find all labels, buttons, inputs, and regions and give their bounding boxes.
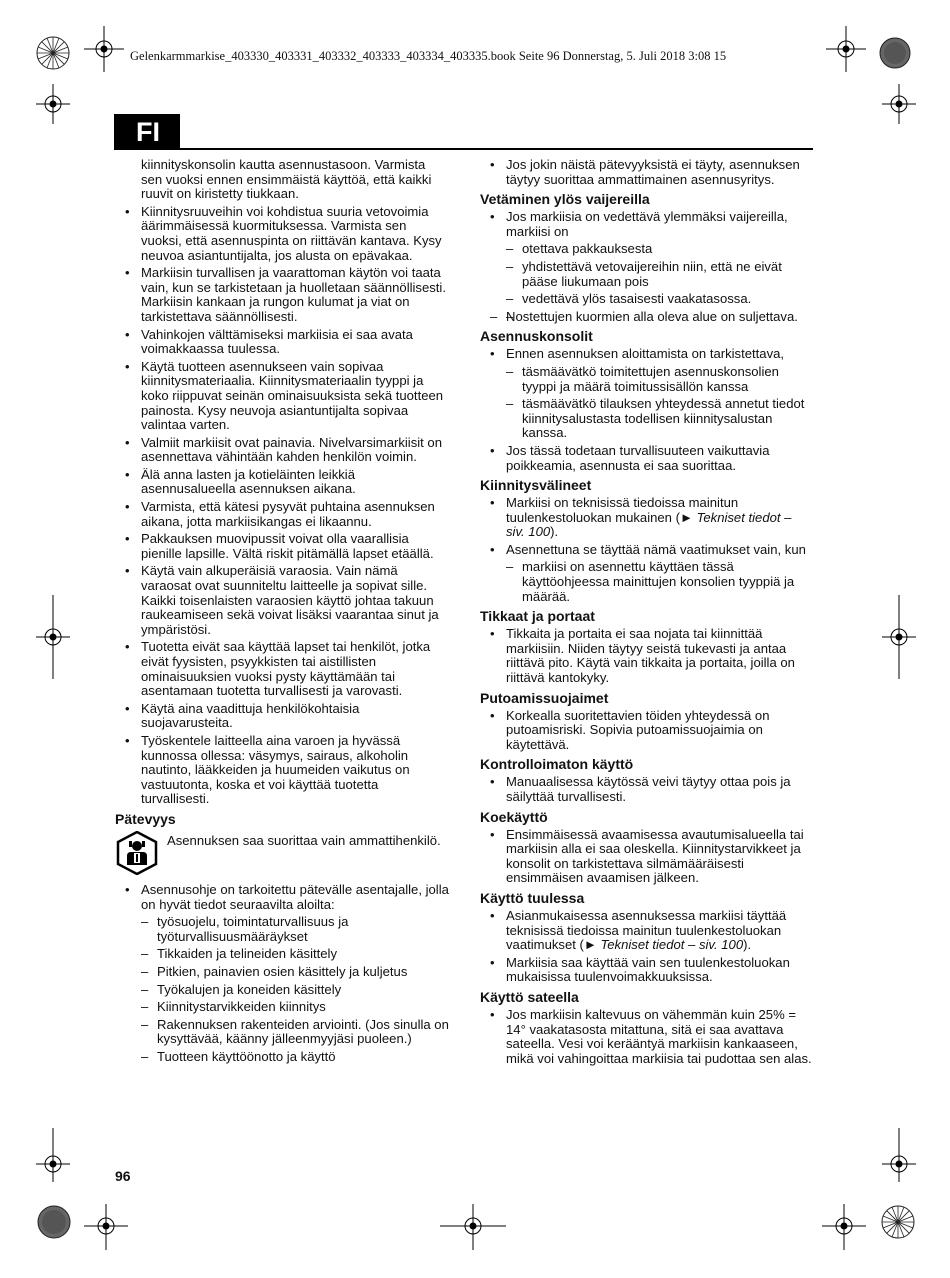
crop-mark-right-middle [882,595,916,679]
section-heading-sateella: Käyttö sateella [480,988,579,1005]
section-heading-kiinnitysvalineet: Kiinnitysvälineet [480,477,592,494]
section-heading-tikkaat: Tikkaat ja portaat [480,608,595,625]
crop-mark-top-right [826,26,866,72]
crop-mark-bottom-center [440,1204,506,1250]
section-heading-kontrolloimaton: Kontrolloimaton käyttö [480,756,634,773]
intro-continuation: kiinnityskonsolin kautta asennustasoon. Varmista sen vuoksi ennen ensimmäistä käyttöä, että kaikki ruuvit on kiristetty tiukkaan. [141,157,432,202]
list-item: • Jos markiisia on vedettävä ylemmäksi vaijereilla, markiisi on [480,210,813,239]
cross-reference-link: ► Tekniset tiedot – siv. 100 [506,509,792,540]
list-item: • Manuaalisessa käytössä veivi täytyy ottaa pois ja säilyttää turvallisesti. [480,775,813,804]
list-item: • Käytä aina vaadittuja henkilökohtaisia suojavarusteita. [115,702,450,731]
list-item: • Älä anna lasten ja kotieläinten leikkiä asennusalueella asennuksen aikana. [115,468,450,497]
list-subitem: – markiisi on asennettu käyttäen tässä käyttöohjeessa mainittujen konsolien tyyppiä ja määrää. [480,560,813,604]
list-item: • Ensimmäisessä avaamisessa avautumisalueella tai markiisin alla ei saa oleskella. Kiinnitystarvikkeet ja konsolit on tarkistettava silmämääräisesti ensimmäisen avaamisen jälkeen. [480,828,813,886]
list-item: • Asennettuna se täyttää nämä vaatimukset vain, kun [480,543,813,558]
list-item: • Markiisia saa käyttää vain sen tuulenkestoluokan mukaisissa tuulenvoimakkuuksissa. [480,956,813,985]
list-item: • Markiisi on teknisissä tiedoissa mainitun tuulenkestoluokan mukainen (► Tekniset tiedot – siv. 100). [480,496,813,540]
list-subitem: – Pitkien, painavien osien käsittely ja kuljetus [115,965,450,980]
crop-mark-right-upper [882,84,916,124]
list-item: • Jos markiisin kaltevuus on vähemmän kuin 25% = 14° vaakatasosta mitattuna, sitä ei saa avattava sateella. Vesi voi kerääntyä markiisin kankaaseen, mikä voi vahingoittaa markiisia tai pudottaa sen alas. [480,1008,813,1066]
list-item: • Jos jokin näistä pätevyyksistä ei täyty, asennuksen täytyy suorittaa ammattimainen asennusyritys. [480,158,813,187]
list-item: • Kiinnitysruuveihin voi kohdistua suuria vetovoimia äärimmäisessä kuormituksessa. Varmista sen vuoksi, että asennuspinta on riittävän kantava. Kysy neuvoa asiantuntijalta, jos alusta on epävakaa. [115,205,450,263]
crop-mark-bottom-right [822,1204,866,1250]
qualification-text: Asennuksen saa suorittaa vain ammattihenkilö. [167,832,441,848]
gray-dot-top-right [878,36,912,70]
registration-mark-bottom-right [876,1200,920,1244]
header-rule [114,148,813,150]
crop-mark-left-upper [36,84,70,124]
list-item: • Korkealla suoritettavien töiden yhteydessä on putoamisriski. Sopivia putoamissuojaimia on käytettävä. [480,709,813,753]
right-column [480,158,813,1069]
list-item: • Työskentele laitteella aina varoen ja hyvässä kunnossa ollessa: väsymys, sairaus, alkoholin nautinto, lääkkeiden ja huumeiden vaikutus on vastuutonta, koska et voi käyttää tuotetta turvallisesti. [115,734,450,807]
list-subitem: – täsmäävätkö tilauksen yhteydessä annetut tiedot kiinnitysalustasta todellisen kiinnitysalustan kanssa. [480,397,813,441]
list-item: • Asennusohje on tarkoitettu pätevälle asentajalle, jolla on hyvät tiedot seuraavilta aloilta: [115,883,450,912]
list-subitem: – Tikkaiden ja telineiden käsittely [115,947,450,962]
left-column [115,158,450,1067]
section-heading-vetaminen: Vetäminen ylös vaijereilla [480,191,650,208]
list-subitem: – yhdistettävä vetovaijereihin niin, että ne eivät pääse liukumaan pois [480,260,813,289]
list-subitem: – Tuotteen käyttöönotto ja käyttö [115,1050,450,1065]
list-item: • Käytä vain alkuperäisiä varaosia. Vain nämä varaosat ovat suunniteltu laitteelle ja sopivat sille. Kaikki toisenlaisten varaosien käyttö johtaa takuun raukeamiseen sekä voivat lisäksi vaarantaa sinut ja ympäristösi. [115,564,450,637]
list-subitem: – työsuojelu, toimintaturvallisuus ja työturvallisuusmääräykset [115,915,450,944]
list-subitem: – Kiinnitystarvikkeiden kiinnitys [115,1000,450,1015]
qualification-note [115,831,450,875]
list-subitem: – – Nostettujen kuormien alla oleva alue on suljettava. [480,310,813,325]
crop-mark-left-middle [36,595,70,679]
list-item: • Tikkaita ja portaita ei saa nojata tai kiinnittää markiisiin. Niiden täytyy seistä tukevasti ja antaa riittävä pito. Käytä vain tikkaita ja portaita, joilla on riittävä kantokyky. [480,627,813,685]
list-item: • Markiisin turvallisen ja vaarattoman käytön voi taata vain, kun se tarkistetaan ja huolletaan säännöllisesti. Markiisin kankaan ja rungon kulumat ja viat on tarkistettava säännöllisesti. [115,266,450,324]
list-subitem: – vedettävä ylös tasaisesti vaakatasossa. [480,292,813,307]
list-item: • Tuotetta eivät saa käyttää lapset tai henkilöt, jotka eivät fyysisten, psyykkisten tai aistillisten ominaisuuksien vuoksi pysty käyttämään tai asentamaan tuotetta turvallisesti ja varovasti. [115,640,450,698]
cross-reference-link: ► Tekniset tiedot – siv. 100 [583,937,744,953]
section-heading-asennuskonsolit: Asennuskonsolit [480,328,593,345]
list-subitem: – otettava pakkauksesta [480,242,813,257]
technician-icon [115,831,159,875]
section-heading-koekaytto: Koekäyttö [480,808,548,825]
section-heading-tuulessa: Käyttö tuulessa [480,889,585,906]
list-item: • Varmista, että kätesi pysyvät puhtaina asennuksen aikana, jotta markiisikangas ei likaannu. [115,500,450,529]
list-item: • Ennen asennuksen aloittamista on tarkistettava, [480,347,813,362]
registration-mark-top-left [30,30,76,76]
list-item: • Käytä tuotteen asennukseen vain sopivaa kiinnitysmateriaalia. Kiinnitysmateriaalin tyyppi ja koko riippuvat seinän ominaisuuksista sekä tuotteen painosta. Kysy neuvoja asiantuntijalta sopivaa valintaa varten. [115,360,450,433]
list-item: • Pakkauksen muovipussit voivat olla vaarallisia pienille lapsille. Vältä riskit pitämällä lapset etäällä. [115,532,450,561]
language-tab: FI [114,114,180,150]
crop-mark-left-lower [36,1128,70,1182]
page-number: 96 [115,1168,131,1184]
list-item: • Valmiit markiisit ovat painavia. Nivelvarsimarkiisit on asennettava vähintään kahden henkilön voimin. [115,436,450,465]
gray-dot-bottom-left [36,1204,72,1240]
list-subitem: – täsmäävätkö toimitettujen asennuskonsolien tyyppi ja määrä toimitussisällön kanssa [480,365,813,394]
crop-mark-right-lower [882,1128,916,1182]
list-item: • Asianmukaisessa asennuksessa markiisi täyttää teknisissä tiedoissa mainitun tuulenkestoluokan vaatimukset (► Tekniset tiedot – siv. 100). [480,909,813,953]
crop-mark-top-left [84,26,124,72]
crop-mark-bottom-left [84,1204,128,1250]
section-heading-putoamissuojaimet: Putoamissuojaimet [480,689,609,706]
list-subitem: – Rakennuksen rakenteiden arviointi. (Jos sinulla on kysyttävää, käänny jälleenmyyjäsi puoleen.) [115,1018,450,1047]
list-item: • Vahinkojen välttämiseksi markiisia ei saa avata voimakkaassa tuulessa. [115,328,450,357]
list-subitem: – Työkalujen ja koneiden käsittely [115,983,450,998]
section-heading-patevyys: Pätevyys [115,810,176,827]
print-slug-line: Gelenkarmmarkise_403330_403331_403332_403333_403334_403335.book Seite 96 Donnerstag, 5. Juli 2018 3:08 15 [130,49,727,63]
list-item: • Jos tässä todetaan turvallisuuteen vaikuttavia poikkeamia, asennusta ei saa suorittaa. [480,444,813,473]
